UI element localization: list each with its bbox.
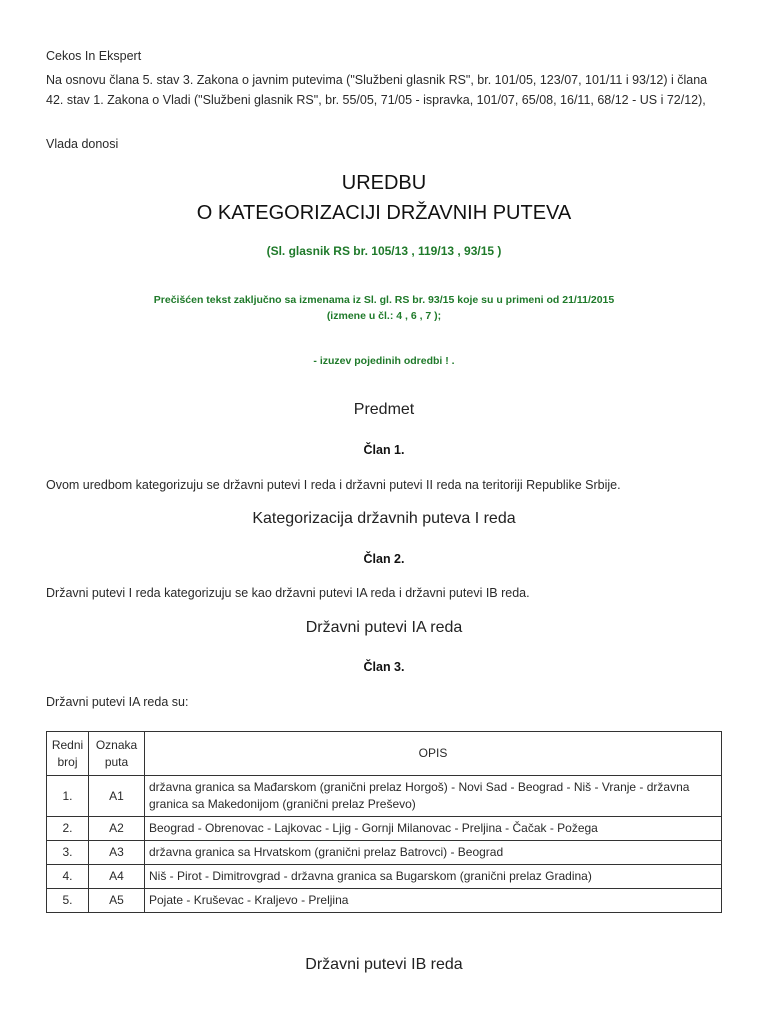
heading-predmet: Predmet <box>353 401 415 418</box>
road-description: Pojate - Kruševac - Kraljevo - Preljina <box>145 889 722 913</box>
vlada-text: Vlada donosi <box>46 137 119 151</box>
row-number: 3. <box>47 841 89 865</box>
clan-1-text: Ovom uredbom kategorizuju se državni putevi I reda i državni putevi II reda na teritoriji Republike Srbije. <box>46 478 621 492</box>
table-row <box>47 776 722 817</box>
consolidated-note-line1: Prečišćen tekst zaključno sa izmenama iz Sl. gl. RS br. 93/15 koje su u primeni od 21/11/2015 <box>153 294 615 306</box>
col-header-redni-broj: Redni broj <box>47 732 89 776</box>
exception-note: - izuzev pojedinih odredbi ! . <box>313 355 455 367</box>
roads-ia-table <box>46 731 722 913</box>
row-number: 2. <box>47 817 89 841</box>
road-code: A2 <box>89 817 145 841</box>
doc-title-line2: O KATEGORIZACIJI DRŽAVNIH PUTEVA <box>196 202 572 224</box>
table-row <box>47 889 722 913</box>
road-code: A5 <box>89 889 145 913</box>
gazette-reference: (Sl. glasnik RS br. 105/13 , 119/13 , 93/15 ) <box>266 244 502 258</box>
road-description: državna granica sa Hrvatskom (granični prelaz Batrovci) - Beograd <box>145 841 722 865</box>
row-number: 5. <box>47 889 89 913</box>
table-row <box>47 865 722 889</box>
row-number: 1. <box>47 776 89 817</box>
heading-kategorizacija-i-reda: Kategorizacija državnih puteva I reda <box>252 510 516 527</box>
clan-3-text: Državni putevi IA reda su: <box>46 695 189 709</box>
table-row <box>47 817 722 841</box>
preamble-text: Na osnovu člana 5. stav 3. Zakona o javnim putevima ("Službeni glasnik RS", br. 101/05, 123/07, 101/11 i 93/12) i člana 42. stav 1. Zakona o Vladi ("Službeni glasnik RS", br. 55/05, 71/05 - ispravka, 101/07, 65/08, 16/11, 68/12 - US i 72/12), <box>46 73 708 107</box>
clan-2-text: Državni putevi I reda kategorizuju se kao državni putevi IA reda i državni putevi IB reda. <box>46 586 530 600</box>
table-header-row <box>47 732 722 776</box>
heading-clan-1: Član 1. <box>363 443 405 457</box>
col-header-opis: OPIS <box>145 732 722 776</box>
road-code: A3 <box>89 841 145 865</box>
road-description: Beograd - Obrenovac - Lajkovac - Ljig - Gornji Milanovac - Preljina - Čačak - Požega <box>145 817 722 841</box>
doc-title-line1: UREDBU <box>341 172 427 194</box>
consolidated-note-line2: (izmene u čl.: 4 , 6 , 7 ); <box>326 310 442 322</box>
heading-clan-3: Član 3. <box>363 660 405 674</box>
heading-ib-reda: Državni putevi IB reda <box>305 956 463 973</box>
table-row <box>47 841 722 865</box>
heading-clan-2: Član 2. <box>363 552 405 566</box>
road-description: državna granica sa Mađarskom (granični prelaz Horgoš) - Novi Sad - Beograd - Niš - Vranje - državna granica sa Makedonijom (granični prelaz Preševo) <box>145 776 722 817</box>
road-code: A1 <box>89 776 145 817</box>
road-description: Niš - Pirot - Dimitrovgrad - državna granica sa Bugarskom (granični prelaz Gradina) <box>145 865 722 889</box>
source-label: Cekos In Ekspert <box>46 49 142 63</box>
row-number: 4. <box>47 865 89 889</box>
col-header-oznaka-puta: Oznaka puta <box>89 732 145 776</box>
heading-ia-reda: Državni putevi IA reda <box>305 619 463 636</box>
road-code: A4 <box>89 865 145 889</box>
